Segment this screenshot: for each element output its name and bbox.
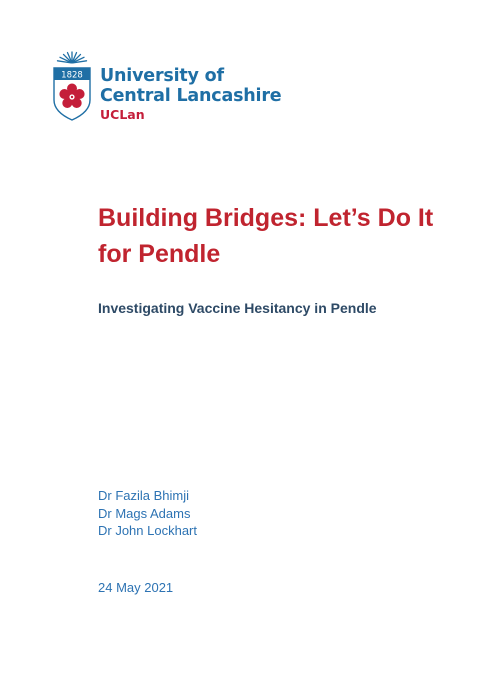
document-subtitle: Investigating Vaccine Hesitancy in Pendle [98,300,377,316]
logo-year: 1828 [61,70,83,81]
author-list [98,487,197,540]
author-name: Dr Mags Adams [98,505,191,521]
uclan-crest-icon [52,50,92,122]
document-title: Building Bridges: Let’s Do It for Pendle [98,204,434,268]
author-name: Dr John Lockhart [98,523,197,538]
publication-date: 24 May 2021 [98,580,174,595]
author-name: Dr Fazila Bhimji [98,488,190,503]
logo-wordmark [100,66,281,122]
university-logo [52,50,282,126]
logo-name-line2: Central Lancashire [100,86,282,106]
logo-name-line1: University of [100,66,224,86]
logo-abbreviation: UCLan [100,107,145,122]
